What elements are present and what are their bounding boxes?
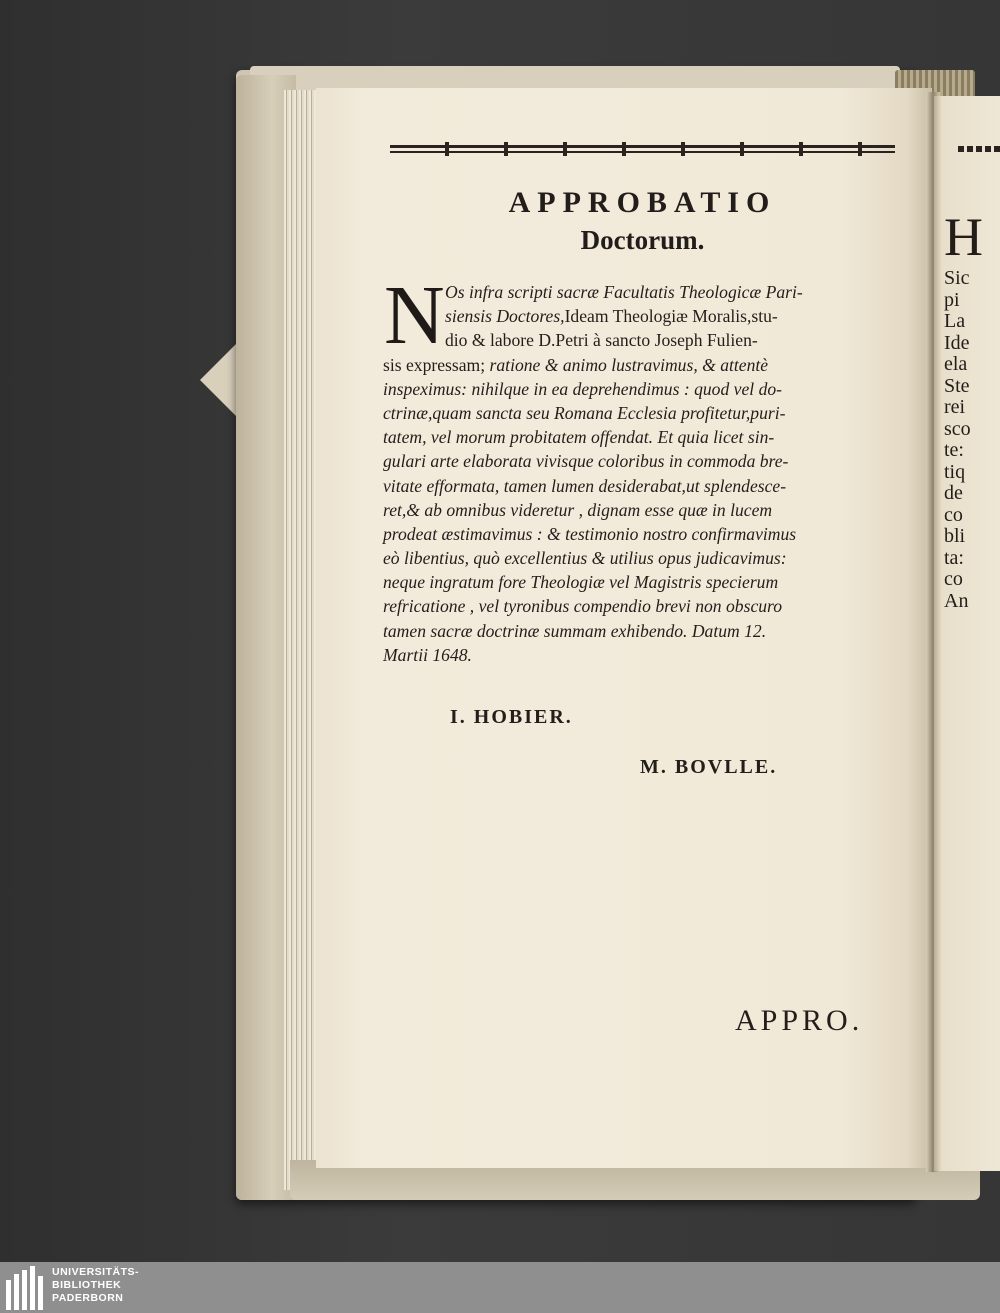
header-ornament-rule [390,145,895,155]
facing-page-text [944,207,1000,612]
facing-text-fragment: de [944,482,963,504]
facing-text-fragment: ela [944,353,968,375]
text-line [383,401,893,425]
text-line [383,522,893,546]
text-segment: siensis Doctores, [445,306,565,327]
facing-text-fragment: te: [944,439,964,461]
text-segment: dio & labore D.Petri à sancto Joseph Fulien- [445,330,758,351]
signature-boulle: M. BOVLLE. [640,756,778,778]
text-line [383,474,893,498]
text-line [383,546,893,570]
text-segment: inspeximus: nihilque in ea deprehendimus : quod vel do- [383,378,783,399]
library-footer [0,1262,1000,1313]
bookmark-ribbon [200,340,240,420]
text-segment: ret,& ab omnibus videretur , dignam esse quæ in lucem [383,499,773,520]
facing-text-fragment: Ide [944,331,970,354]
facing-text-fragment: pi [944,288,960,311]
text-segment: tamen sacræ doctrinæ summam exhibendo. Datum 12. [383,620,767,641]
facing-text-fragment: La [944,310,966,332]
text-line [383,570,893,594]
facing-text-fragment: An [944,589,969,612]
signature-hobier: I. HOBIER. [450,706,573,728]
text-segment: sis expressam; [383,354,490,375]
text-line [383,498,893,522]
facing-text-fragment: tiq [944,460,966,483]
text-segment: ctrinæ,quam sancta seu Romana Ecclesia profitetur,puri- [383,402,786,423]
text-line [383,280,893,304]
facing-text-fragment: co [944,568,963,590]
facing-text-fragment: Sic [944,267,970,289]
facing-text-fragment: bli [944,525,966,547]
facing-text-fragment: co [944,503,963,526]
library-logo-icon [6,1266,46,1310]
text-segment: prodeat æstimavimus : & testimonio nostro confirmavimus [383,523,797,544]
text-line [383,594,893,618]
text-segment: neque ingratum fore Theologiæ vel Magistris specierum [383,572,779,593]
text-segment: tatem, vel morum probitatem offendat. Et quia licet sin- [383,427,775,448]
text-line [383,449,893,473]
text-line [383,353,893,377]
text-segment: Ideam Theologiæ Moralis,stu- [564,306,778,327]
text-line [383,619,893,643]
text-segment: Os infra scripti sacræ Facultatis Theologicæ Pari- [445,282,803,302]
text-segment: vitate efformata, tamen lumen desiderabat,ut splendesce- [383,475,787,496]
facing-text-fragment: Ste [944,374,970,397]
facing-text-fragment: sco [944,417,971,440]
text-line [383,304,893,328]
text-line [383,377,893,401]
text-segment: Martii 1648. [383,644,472,665]
page-title: APPROBATIO [508,186,777,219]
facing-header-rule [958,146,1000,152]
facing-text-fragment: ta: [944,546,964,569]
text-segment: ratione & animo lustravimus, & attentè [489,354,769,375]
drop-cap: N [384,269,445,362]
text-line [383,643,893,667]
approbation-text [383,269,893,667]
text-segment: eò libentius, quò excellentius & utilius opus judicavimus: [383,548,787,569]
text-line [383,425,893,449]
library-name: UNIVERSITÄTS- BIBLIOTHEK PADERBORN [52,1266,140,1304]
catchword: APPRO. [735,1004,864,1037]
text-segment: refricatione , vel tyronibus compendio brevi non obscuro [383,596,783,617]
facing-drop-cap: H [944,207,983,267]
page-subtitle: Doctorum. [580,225,705,255]
text-line [383,328,893,352]
facing-text-fragment: rei [944,396,966,418]
text-segment: gulari arte elaborata vivisque coloribus in commoda bre- [383,451,789,472]
